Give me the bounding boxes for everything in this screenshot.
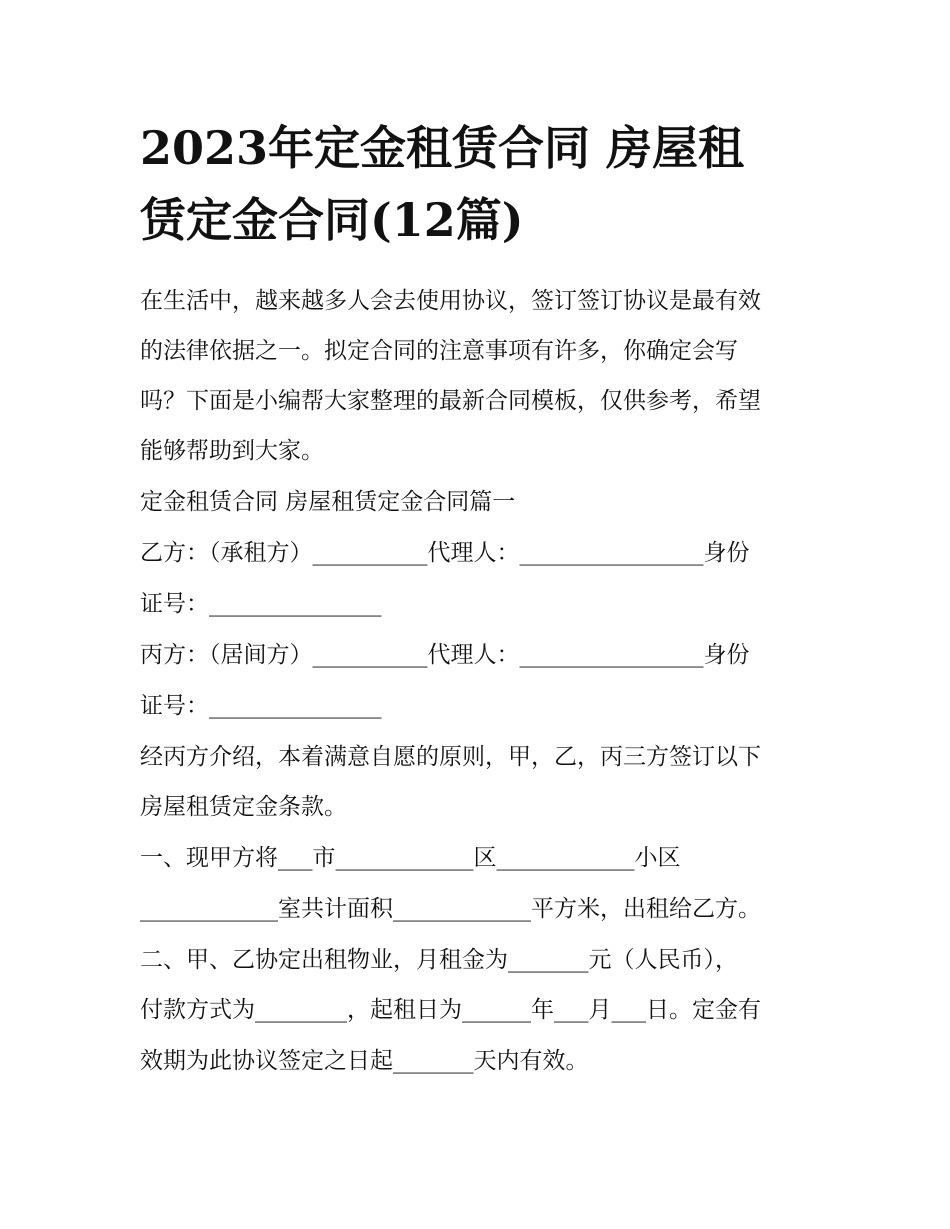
body-line: 在生活中，越来越多人会去使用协议，签订签订协议是最有效	[140, 288, 761, 314]
clause-2-line: 付款方式为________，起租日为______年___月___日。定金有	[140, 997, 761, 1023]
party-b-line: 乙方：（承租方）__________代理人：________________身份	[140, 540, 750, 566]
party-c-line: 丙方：（居间方）__________代理人：________________身份	[140, 642, 750, 668]
party-b-id-line: 证号：_______________	[140, 591, 382, 617]
title-line-1: 2023年定金租赁合同 房屋租	[140, 121, 745, 175]
body-line: 吗？下面是小编帮大家整理的最新合同模板，仅供参考，希望	[140, 388, 761, 414]
body-line: 能够帮助到大家。	[140, 438, 324, 464]
clause-2-line: 二、甲、乙协定出租物业，月租金为_______元（人民币），	[140, 947, 738, 973]
body-line: 经丙方介绍，本着满意自愿的原则，甲，乙，丙三方签订以下	[140, 744, 761, 770]
clause-2-line: 效期为此协议签定之日起_______天内有效。	[140, 1048, 589, 1074]
section-heading: 定金租赁合同 房屋租赁定金合同篇一	[140, 489, 516, 515]
body-line: 房屋租赁定金条款。	[140, 794, 347, 820]
party-c-id-line: 证号：_______________	[140, 693, 382, 719]
document-title	[140, 112, 820, 256]
title-line-2: 赁定金合同(12篇)	[140, 193, 524, 247]
clause-1-line: ____________室共计面积____________平方米，出租给乙方。	[140, 896, 761, 922]
body-line: 的法律依据之一。拟定合同的注意事项有许多，你确定会写	[140, 338, 738, 364]
clause-1-line: 一、现甲方将___市____________区____________小区	[140, 845, 681, 871]
